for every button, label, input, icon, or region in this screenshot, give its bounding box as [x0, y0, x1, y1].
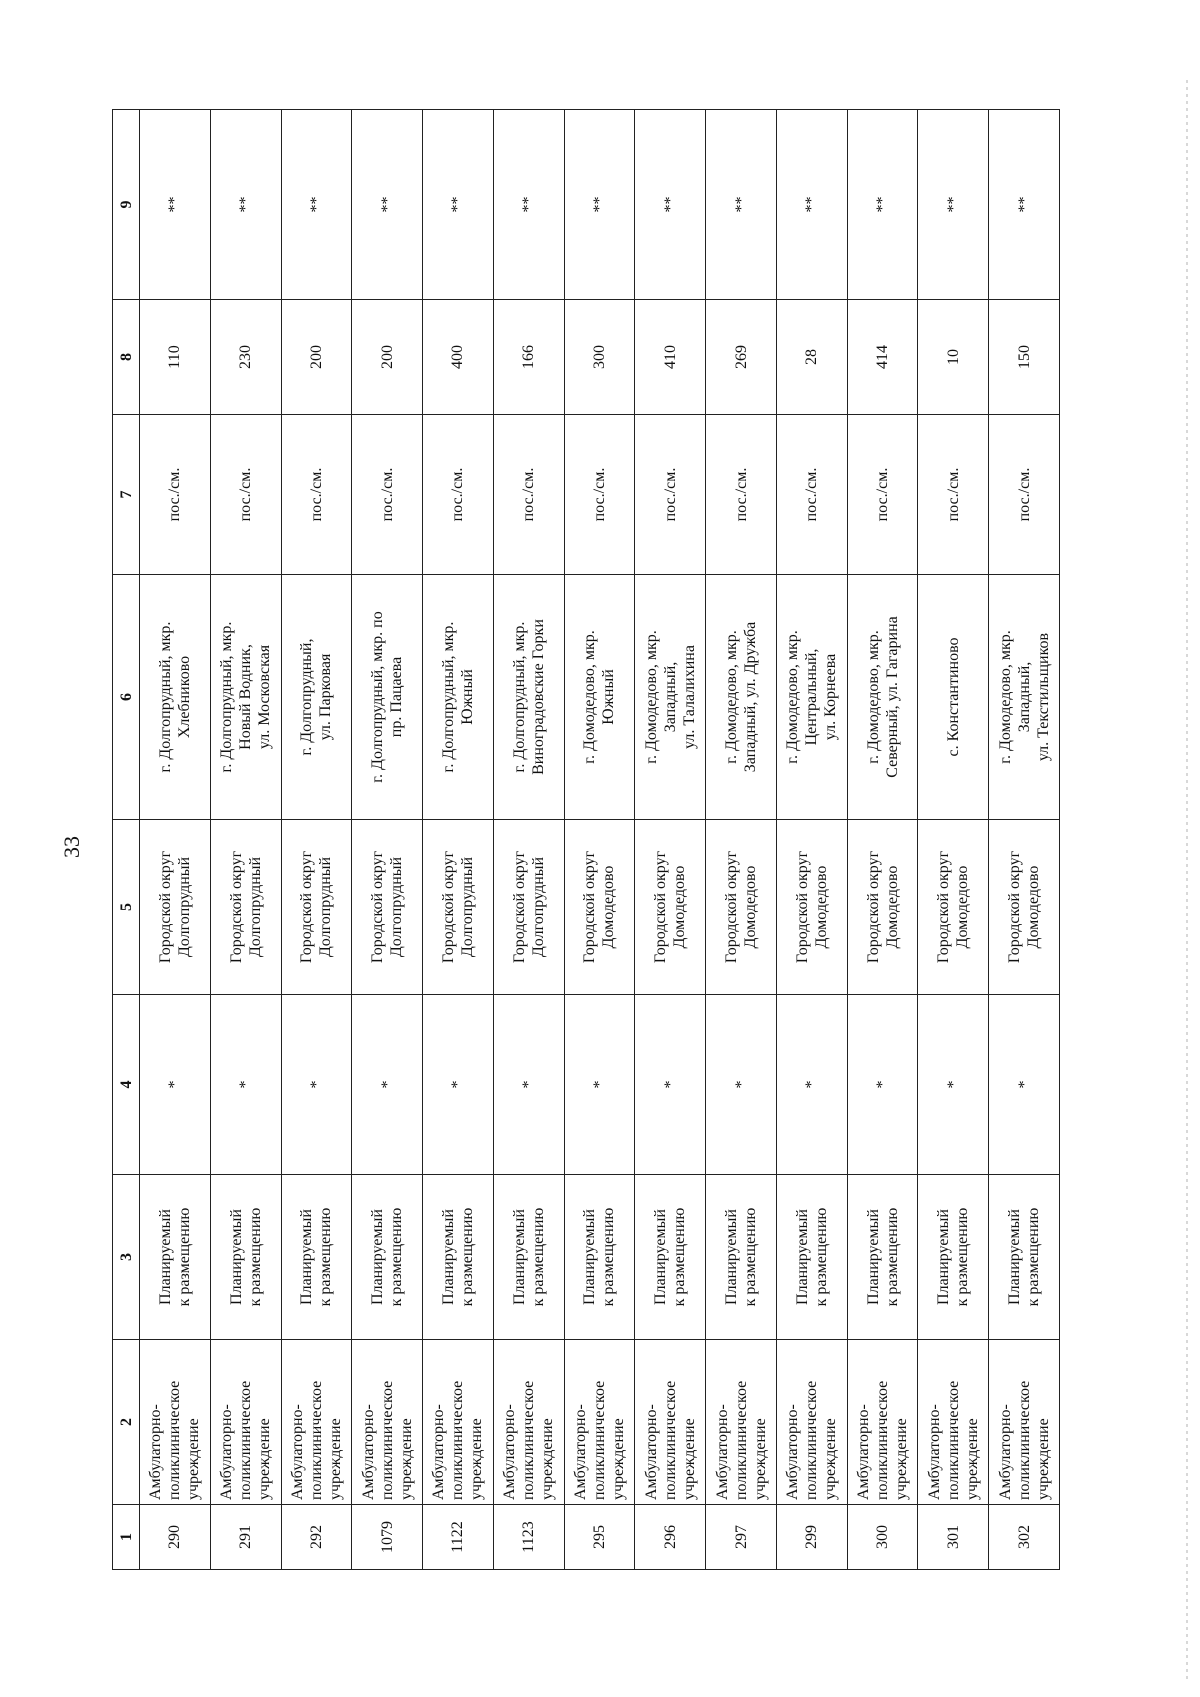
placement-status: Планируемый к размещению [989, 1175, 1060, 1340]
footnote-mark: ** [423, 110, 494, 300]
municipal-district: Городской округ Долгопрудный [140, 820, 211, 995]
placement-status: Планируемый к размещению [281, 1175, 352, 1340]
capacity-value: 150 [989, 300, 1060, 415]
location-address: г. Долгопрудный, мкр. Новый Водник, ул. Московская [210, 575, 281, 820]
capacity-unit: пос./см. [918, 415, 989, 575]
significance-mark: * [493, 995, 564, 1175]
column-header-8: 8 [113, 300, 140, 415]
significance-mark: * [989, 995, 1060, 1175]
capacity-value: 300 [564, 300, 635, 415]
table-row [281, 110, 352, 1570]
municipal-district: Городской округ Домодедово [706, 820, 777, 995]
row-number: 302 [989, 1505, 1060, 1570]
significance-mark: * [918, 995, 989, 1175]
municipal-district: Городской округ Домодедово [847, 820, 918, 995]
facility-type: Амбулаторно- поликлиническое учреждение [847, 1340, 918, 1505]
capacity-unit: пос./см. [140, 415, 211, 575]
location-address: г. Домодедово, мкр. Северный, ул. Гагарина [847, 575, 918, 820]
location-address: г. Домодедово, мкр. Центральный, ул. Корнеева [776, 575, 847, 820]
row-number: 296 [635, 1505, 706, 1570]
footnote-mark: ** [493, 110, 564, 300]
capacity-value: 10 [918, 300, 989, 415]
footnote-mark: ** [281, 110, 352, 300]
row-number: 1079 [352, 1505, 423, 1570]
capacity-value: 28 [776, 300, 847, 415]
location-address: г. Долгопрудный, мкр. по пр. Пацаева [352, 575, 423, 820]
facility-type: Амбулаторно- поликлиническое учреждение [635, 1340, 706, 1505]
capacity-value: 400 [423, 300, 494, 415]
municipal-district: Городской округ Долгопрудный [493, 820, 564, 995]
municipal-district: Городской округ Долгопрудный [210, 820, 281, 995]
municipal-district: Городской округ Долгопрудный [352, 820, 423, 995]
column-header-5: 5 [113, 820, 140, 995]
column-header-2: 2 [113, 1340, 140, 1505]
footnote-mark: ** [847, 110, 918, 300]
placement-status: Планируемый к размещению [635, 1175, 706, 1340]
facility-type: Амбулаторно- поликлиническое учреждение [352, 1340, 423, 1505]
placement-status: Планируемый к размещению [564, 1175, 635, 1340]
capacity-unit: пос./см. [564, 415, 635, 575]
capacity-unit: пос./см. [989, 415, 1060, 575]
location-address: г. Домодедово, мкр. Западный, ул. Дружба [706, 575, 777, 820]
placement-status: Планируемый к размещению [918, 1175, 989, 1340]
facility-type: Амбулаторно- поликлиническое учреждение [776, 1340, 847, 1505]
table-row [847, 110, 918, 1570]
row-number: 297 [706, 1505, 777, 1570]
footnote-mark: ** [776, 110, 847, 300]
footnote-mark: ** [706, 110, 777, 300]
location-address: г. Домодедово, мкр. Западный, ул. Текстильщиков [989, 575, 1060, 820]
placement-status: Планируемый к размещению [423, 1175, 494, 1340]
footnote-mark: ** [352, 110, 423, 300]
capacity-value: 410 [635, 300, 706, 415]
capacity-value: 200 [352, 300, 423, 415]
table-row [140, 110, 211, 1570]
significance-mark: * [423, 995, 494, 1175]
footnote-mark: ** [140, 110, 211, 300]
capacity-value: 230 [210, 300, 281, 415]
capacity-unit: пос./см. [210, 415, 281, 575]
capacity-value: 200 [281, 300, 352, 415]
table-row [918, 110, 989, 1570]
location-address: г. Долгопрудный, ул. Парковая [281, 575, 352, 820]
placement-status: Планируемый к размещению [493, 1175, 564, 1340]
municipal-district: Городской округ Домодедово [989, 820, 1060, 995]
table-row [493, 110, 564, 1570]
row-number: 295 [564, 1505, 635, 1570]
capacity-unit: пос./см. [423, 415, 494, 575]
significance-mark: * [140, 995, 211, 1175]
placement-status: Планируемый к размещению [776, 1175, 847, 1340]
table-row [776, 110, 847, 1570]
row-number: 301 [918, 1505, 989, 1570]
municipal-district: Городской округ Домодедово [635, 820, 706, 995]
placement-status: Планируемый к размещению [352, 1175, 423, 1340]
page-number: 33 [59, 836, 84, 858]
rotated-table-container [112, 110, 1060, 1570]
footnote-mark: ** [635, 110, 706, 300]
capacity-value: 110 [140, 300, 211, 415]
capacity-value: 414 [847, 300, 918, 415]
municipal-district: Городской округ Долгопрудный [423, 820, 494, 995]
location-address: г. Долгопрудный, мкр. Хлебниково [140, 575, 211, 820]
table-row [210, 110, 281, 1570]
location-address: г. Долгопрудный, мкр. Южный [423, 575, 494, 820]
significance-mark: * [635, 995, 706, 1175]
municipal-district: Городской округ Долгопрудный [281, 820, 352, 995]
table-header-row [113, 110, 140, 1570]
placement-status: Планируемый к размещению [706, 1175, 777, 1340]
facility-type: Амбулаторно- поликлиническое учреждение [281, 1340, 352, 1505]
column-header-3: 3 [113, 1175, 140, 1340]
row-number: 299 [776, 1505, 847, 1570]
footnote-mark: ** [210, 110, 281, 300]
significance-mark: * [564, 995, 635, 1175]
facility-type: Амбулаторно- поликлиническое учреждение [918, 1340, 989, 1505]
facility-type: Амбулаторно- поликлиническое учреждение [989, 1340, 1060, 1505]
municipal-district: Городской округ Домодедово [918, 820, 989, 995]
significance-mark: * [210, 995, 281, 1175]
capacity-unit: пос./см. [776, 415, 847, 575]
significance-mark: * [847, 995, 918, 1175]
footnote-mark: ** [989, 110, 1060, 300]
row-number: 1122 [423, 1505, 494, 1570]
capacity-unit: пос./см. [635, 415, 706, 575]
row-number: 1123 [493, 1505, 564, 1570]
column-header-1: 1 [113, 1505, 140, 1570]
capacity-unit: пос./см. [352, 415, 423, 575]
table-row [635, 110, 706, 1570]
capacity-value: 166 [493, 300, 564, 415]
significance-mark: * [281, 995, 352, 1175]
facility-type: Амбулаторно- поликлиническое учреждение [210, 1340, 281, 1505]
capacity-unit: пос./см. [493, 415, 564, 575]
municipal-district: Городской округ Домодедово [776, 820, 847, 995]
significance-mark: * [776, 995, 847, 1175]
facility-type: Амбулаторно- поликлиническое учреждение [423, 1340, 494, 1505]
location-address: г. Домодедово, мкр. Южный [564, 575, 635, 820]
row-number: 292 [281, 1505, 352, 1570]
facility-type: Амбулаторно- поликлиническое учреждение [564, 1340, 635, 1505]
significance-mark: * [706, 995, 777, 1175]
scan-edge-artifact [1186, 80, 1188, 1680]
capacity-unit: пос./см. [281, 415, 352, 575]
table-row [706, 110, 777, 1570]
footnote-mark: ** [918, 110, 989, 300]
location-address: г. Домодедово, мкр. Западный, ул. Талалихина [635, 575, 706, 820]
column-header-9: 9 [113, 110, 140, 300]
municipal-district: Городской округ Домодедово [564, 820, 635, 995]
capacity-unit: пос./см. [706, 415, 777, 575]
column-header-4: 4 [113, 995, 140, 1175]
significance-mark: * [352, 995, 423, 1175]
column-header-6: 6 [113, 575, 140, 820]
facility-type: Амбулаторно- поликлиническое учреждение [493, 1340, 564, 1505]
table-body [140, 110, 1060, 1570]
placement-status: Планируемый к размещению [847, 1175, 918, 1340]
capacity-value: 269 [706, 300, 777, 415]
table-row [352, 110, 423, 1570]
row-number: 291 [210, 1505, 281, 1570]
table-row [564, 110, 635, 1570]
row-number: 290 [140, 1505, 211, 1570]
table-row [423, 110, 494, 1570]
location-address: г. Долгопрудный, мкр. Виноградовские Горки [493, 575, 564, 820]
facility-type: Амбулаторно- поликлиническое учреждение [140, 1340, 211, 1505]
footnote-mark: ** [564, 110, 635, 300]
column-header-7: 7 [113, 415, 140, 575]
table-row [989, 110, 1060, 1570]
row-number: 300 [847, 1505, 918, 1570]
location-address: с. Константиново [918, 575, 989, 820]
placement-status: Планируемый к размещению [210, 1175, 281, 1340]
capacity-unit: пос./см. [847, 415, 918, 575]
placement-status: Планируемый к размещению [140, 1175, 211, 1340]
facility-type: Амбулаторно- поликлиническое учреждение [706, 1340, 777, 1505]
facilities-table [112, 109, 1060, 1570]
